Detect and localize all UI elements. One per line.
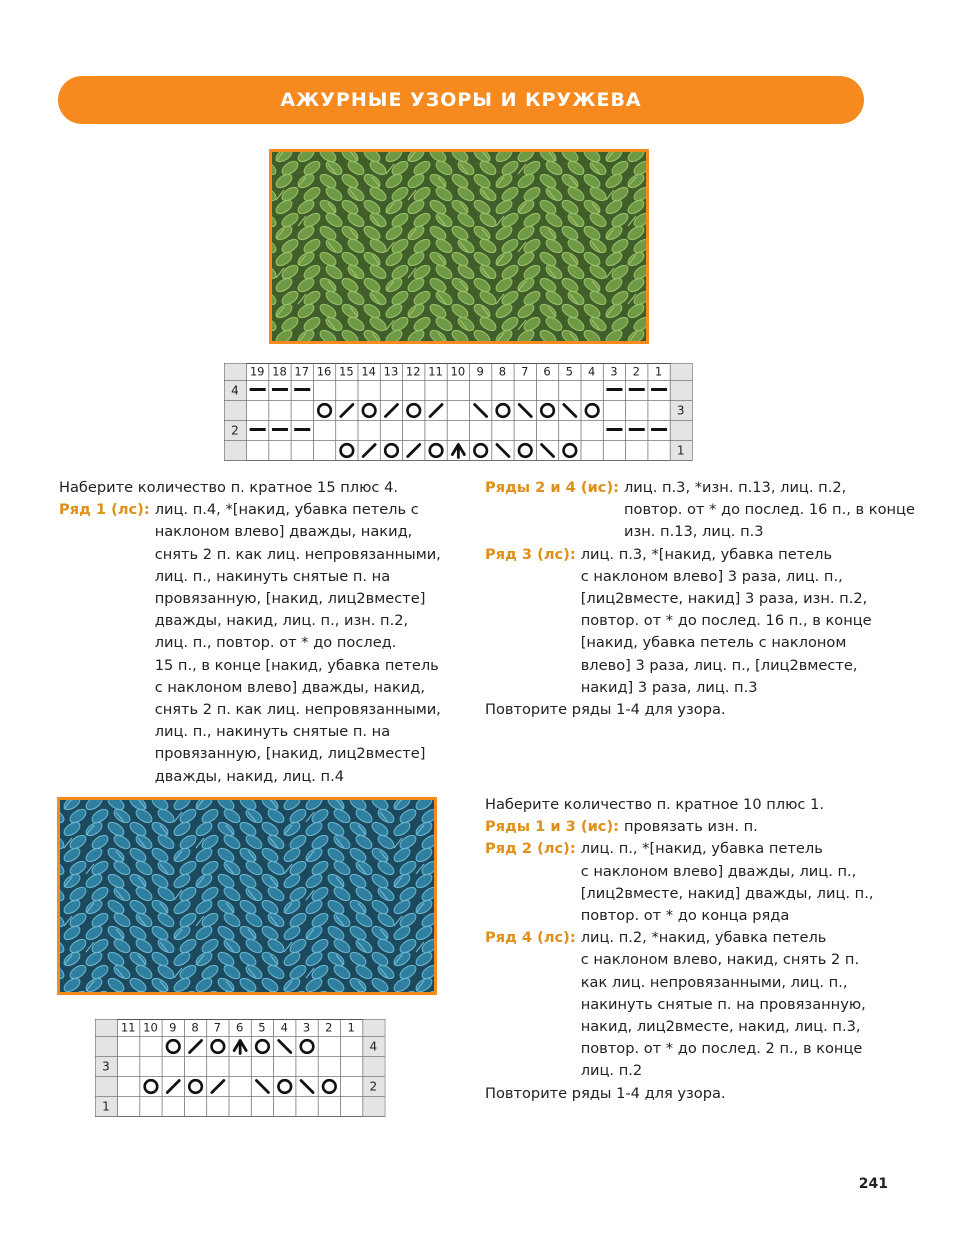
pattern1-rows-2-4 xyxy=(485,477,915,544)
column-number: 9 xyxy=(476,364,484,379)
row-text xyxy=(581,927,866,1082)
row-text-line: 15 п., в конце [накид, убавка петель xyxy=(154,656,439,674)
row-text-line: повтор. от * до послед. 2 п., в конце xyxy=(580,1040,863,1058)
row-label: Ряд 3 (лс): xyxy=(485,545,576,563)
column-number: 11 xyxy=(120,1020,136,1035)
row-text-line: накинуть снятые п. на провязанную, xyxy=(580,995,866,1013)
column-number: 3 xyxy=(610,364,618,379)
row-number: 2 xyxy=(369,1079,378,1094)
pattern1-repeat: Повторите ряды 1-4 для узора. xyxy=(485,701,726,719)
row-text-line: повтор. от * до конца ряда xyxy=(580,907,790,925)
row-text-line: лиц. п.2, *накид, убавка петель xyxy=(580,929,827,947)
pattern2-intro: Наберите количество п. кратное 10 плюс 1. xyxy=(485,796,824,813)
row-number: 4 xyxy=(369,1039,378,1054)
row-text-line: [лиц2вместе, накид] дважды, лиц. п., xyxy=(580,884,874,902)
section-title-banner xyxy=(58,76,864,124)
column-number: 12 xyxy=(405,364,421,379)
row-text xyxy=(624,477,915,544)
column-number: 2 xyxy=(325,1020,333,1035)
column-number: 1 xyxy=(347,1020,355,1035)
row-text xyxy=(155,499,441,788)
column-number: 1 xyxy=(654,364,663,379)
row-text-line: провязанную, [накид, лиц2вместе] xyxy=(154,590,426,608)
pattern1-row3 xyxy=(485,544,895,699)
section-title: АЖУРНЫЕ УЗОРЫ И КРУЖЕВА xyxy=(280,89,642,111)
row-text-line: с наклоном влево] дважды, лиц. п., xyxy=(580,862,857,880)
column-number: 10 xyxy=(143,1020,158,1035)
row-text-line: лиц. п., повтор. от * до послед. xyxy=(154,634,397,652)
row-number: 2 xyxy=(231,423,239,438)
pattern1-instructions-left xyxy=(59,477,469,788)
row-text-line: повтор. от * до послед. 16 п., в конце xyxy=(623,501,915,519)
column-number: 2 xyxy=(632,364,640,379)
column-number: 15 xyxy=(339,364,354,379)
row-number: 4 xyxy=(231,383,239,398)
row-label: Ряд 4 (лс): xyxy=(485,929,576,947)
page-number: 241 xyxy=(858,1176,888,1192)
pattern2-instructions xyxy=(485,794,905,1105)
pattern1-row1 xyxy=(59,499,469,788)
row-text-line: лиц. п., накинуть снятые п. на xyxy=(154,723,391,741)
row-text-line: накид] 3 раза, лиц. п.3 xyxy=(580,678,758,696)
row-text-line: как лиц. непровязанными, лиц. п., xyxy=(580,973,848,991)
chart-left-margin xyxy=(225,364,247,461)
knitting-chart-1 xyxy=(224,363,693,461)
knitting-chart-2 xyxy=(95,1019,386,1117)
row-text-line: дважды, накид, лиц. п.4 xyxy=(154,767,345,785)
swatch-texture xyxy=(60,800,434,992)
row-text-line: с наклоном влево] дважды, накид, xyxy=(154,678,425,696)
pattern1-instructions-right xyxy=(485,477,915,721)
row-text-line: лиц. п.4, *[накид, убавка петель с xyxy=(154,501,419,519)
pattern2-repeat: Повторите ряды 1-4 для узора. xyxy=(485,1084,726,1102)
row-text-line: с наклоном влево, накид, снять 2 п. xyxy=(580,951,860,969)
column-number: 7 xyxy=(521,364,529,379)
row-number: 3 xyxy=(676,403,685,418)
row-text-line: наклоном влево] дважды, накид, xyxy=(154,523,413,541)
row-label: Ряды 1 и 3 (ис): xyxy=(485,818,619,836)
column-number: 18 xyxy=(272,364,287,379)
row-number: 1 xyxy=(676,443,685,458)
row-label: Ряд 2 (лс): xyxy=(485,840,576,858)
row-text-line: снять 2 п. как лиц. непровязанными, xyxy=(154,545,441,563)
swatch-texture xyxy=(272,152,646,341)
column-number: 19 xyxy=(249,364,265,379)
row-text-line: [накид, убавка петель с наклоном xyxy=(580,634,847,652)
green-knit-swatch-photo xyxy=(269,149,649,344)
column-number: 8 xyxy=(498,364,507,379)
row-text-line: [лиц2вместе, накид] 3 раза, изн. п.2, xyxy=(580,590,868,608)
row-text xyxy=(581,544,872,699)
column-number: 11 xyxy=(428,364,443,379)
column-number: 7 xyxy=(213,1020,222,1035)
pattern2-row2 xyxy=(485,838,905,927)
row-text-line: снять 2 п. как лиц. непровязанными, xyxy=(154,701,441,719)
row-text-line: дважды, накид, лиц. п., изн. п.2, xyxy=(154,612,409,630)
row-text-line: провязанную, [накид, лиц2вместе] xyxy=(154,745,426,763)
row-text-line: влево] 3 раза, лиц. п., [лиц2вместе, xyxy=(580,656,858,674)
row-text-line: лиц. п.3, *[накид, убавка петель xyxy=(580,545,833,563)
pattern2-rows-1-3 xyxy=(485,816,905,838)
row-text-line: лиц. п., *[накид, убавка петель xyxy=(580,840,823,858)
row-number: 1 xyxy=(102,1099,110,1114)
column-number: 14 xyxy=(361,364,376,379)
row-text-line: провязать изн. п. xyxy=(623,818,758,836)
row-text xyxy=(581,838,874,927)
column-number: 6 xyxy=(543,364,551,379)
column-number: 9 xyxy=(169,1020,177,1035)
chart-right-margin xyxy=(363,1020,385,1117)
blue-knit-swatch-photo xyxy=(57,797,437,995)
column-number: 16 xyxy=(316,364,332,379)
pattern2-row4 xyxy=(485,927,905,1082)
row-text-line: лиц. п., накинуть снятые п. на xyxy=(154,567,391,585)
column-number: 4 xyxy=(587,364,596,379)
row-text-line: с наклоном влево] 3 раза, лиц. п., xyxy=(580,567,843,585)
row-text-line: изн. п.13, лиц. п.3 xyxy=(623,523,764,541)
column-number: 6 xyxy=(235,1020,244,1035)
row-label: Ряд 1 (лс): xyxy=(59,501,150,519)
column-number: 4 xyxy=(280,1020,288,1035)
column-number: 13 xyxy=(383,364,399,379)
column-number: 3 xyxy=(302,1020,311,1035)
row-number: 3 xyxy=(102,1059,110,1074)
column-number: 10 xyxy=(450,364,466,379)
column-number: 8 xyxy=(191,1020,199,1035)
row-text-line: повтор. от * до послед. 16 п., в конце xyxy=(580,612,872,630)
row-text-line: лиц. п.2 xyxy=(580,1062,643,1080)
row-text-line: лиц. п.3, *изн. п.13, лиц. п.2, xyxy=(623,479,847,496)
row-label: Ряды 2 и 4 (ис): xyxy=(485,479,619,496)
column-number: 5 xyxy=(565,364,574,379)
row-text xyxy=(624,816,758,838)
pattern1-intro: Наберите количество п. кратное 15 плюс 4. xyxy=(59,479,398,496)
row-text-line: накид, лиц2вместе, накид, лиц. п.3, xyxy=(580,1018,861,1036)
column-number: 17 xyxy=(294,364,310,379)
column-number: 5 xyxy=(258,1020,266,1035)
